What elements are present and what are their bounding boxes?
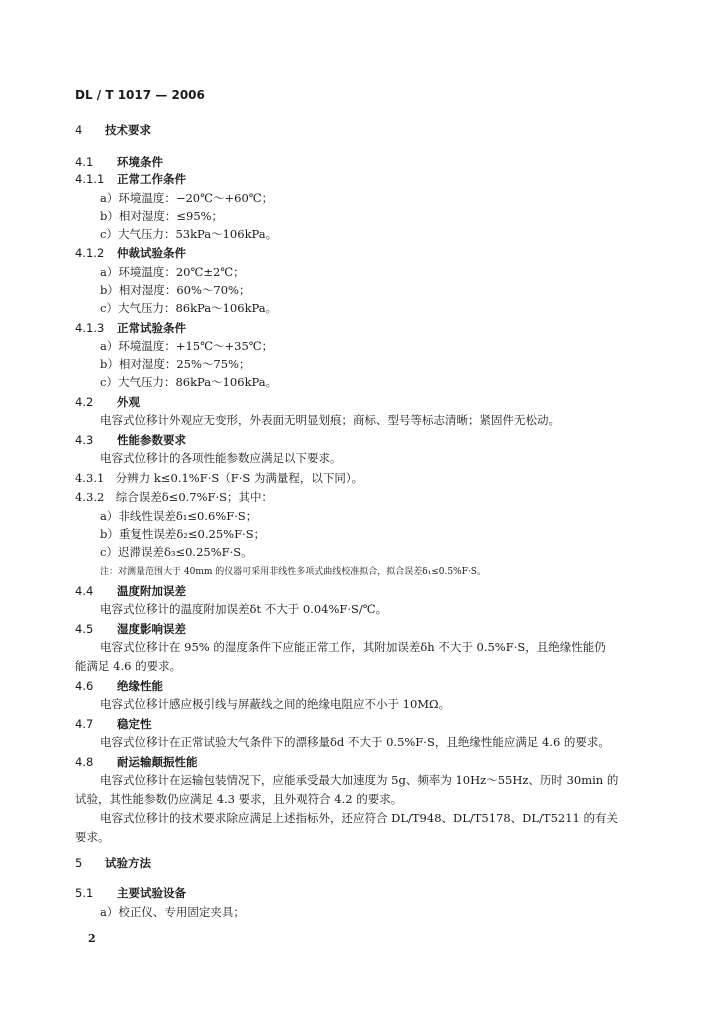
paragraph-line: 要求。 xyxy=(75,830,110,844)
paragraph: 电容式位移计的温度附加误差δt 不大于 0.04%F·S/℃。 xyxy=(100,602,388,616)
section-number: 4.6 xyxy=(75,679,94,693)
section-number: 4.5 xyxy=(75,622,94,636)
section-title: 环境条件 xyxy=(117,155,164,169)
section-4-1-2-heading xyxy=(75,245,186,261)
section-title: 仲裁试验条件 xyxy=(117,246,187,260)
section-number: 4.3 xyxy=(75,433,94,447)
section-title: 耐运输颠振性能 xyxy=(117,755,198,769)
section-number: 4.1.2 xyxy=(75,246,105,260)
section-title: 绝缘性能 xyxy=(117,679,164,693)
list-item: c）迟滞误差δ₃≤0.25%F·S。 xyxy=(100,545,253,559)
section-4-6-heading xyxy=(75,678,163,694)
section-number: 4 xyxy=(75,123,83,137)
section-4-7-heading xyxy=(75,716,152,732)
paragraph: 电容式位移计的各项性能参数应满足以下要求。 xyxy=(100,451,342,465)
section-5-1-heading xyxy=(75,885,186,901)
section-4-1-heading xyxy=(75,154,163,170)
paragraph-line: 能满足 4.6 的要求。 xyxy=(75,659,182,673)
section-number: 4.1 xyxy=(75,155,94,169)
section-number: 5 xyxy=(75,856,83,870)
clause-4-3-1: 4.3.1 分辨力 k≤0.1%F·S（F·S 为满量程，以下同）。 xyxy=(75,471,364,485)
section-title: 主要试验设备 xyxy=(117,886,187,900)
section-title: 稳定性 xyxy=(117,717,152,731)
section-title: 正常试验条件 xyxy=(117,321,187,335)
section-number: 4.8 xyxy=(75,755,94,769)
list-item: a）环境温度：+15℃～+35℃； xyxy=(100,339,274,353)
section-4-8-heading xyxy=(75,754,198,770)
list-item: b）相对湿度：≤95%； xyxy=(100,209,224,223)
standard-code-header: DL / T 1017 — 2006 xyxy=(75,88,205,102)
list-item: b）重复性误差δ₂≤0.25%F·S； xyxy=(100,527,266,541)
section-4-1-1-heading xyxy=(75,171,186,187)
page-number: 2 xyxy=(88,932,96,945)
list-item: c）大气压力：86kPa～106kPa。 xyxy=(100,301,278,315)
section-number: 4.1.1 xyxy=(75,172,105,186)
paragraph: 电容式位移计外观应无变形，外表面无明显划痕；商标、型号等标志清晰；紧固件无松动。 xyxy=(100,413,560,427)
section-4-4-heading xyxy=(75,583,186,599)
section-number: 4.4 xyxy=(75,584,94,598)
section-title: 正常工作条件 xyxy=(117,172,187,186)
section-title: 性能参数要求 xyxy=(117,433,187,447)
paragraph-line: 电容式位移计在运输包装情况下，应能承受最大加速度为 5g、频率为 10Hz～55Hz、历时 30min 的 xyxy=(100,773,619,787)
list-item: c）大气压力：86kPa～106kPa。 xyxy=(100,375,278,389)
paragraph: 电容式位移计感应极引线与屏蔽线之间的绝缘电阻应不小于 10MΩ。 xyxy=(100,697,451,711)
paragraph-line: 试验，其性能参数仍应满足 4.3 要求，且外观符合 4.2 的要求。 xyxy=(75,792,403,806)
section-title: 试验方法 xyxy=(105,856,152,870)
section-4-heading xyxy=(75,122,151,138)
section-title: 外观 xyxy=(117,395,141,409)
section-number: 5.1 xyxy=(75,886,94,900)
paragraph: 电容式位移计在正常试验大气条件下的漂移量δd 不大于 0.5%F·S，且绝缘性能应满足 4.6 的要求。 xyxy=(100,735,610,749)
list-item: a）环境温度：−20℃～+60℃； xyxy=(100,191,274,205)
section-4-3-heading xyxy=(75,432,186,448)
list-item: c）大气压力：53kPa～106kPa。 xyxy=(100,227,278,241)
section-title: 湿度影响误差 xyxy=(117,622,187,636)
list-item: a）非线性误差δ₁≤0.6%F·S； xyxy=(100,509,258,523)
note: 注：对测量范围大于 40mm 的仪器可采用非线性多项式曲线校准拟合，拟合误差δ₁≤0.5%F·S。 xyxy=(100,567,486,577)
section-title: 温度附加误差 xyxy=(117,584,187,598)
list-item: b）相对湿度：60%～70%； xyxy=(100,283,251,297)
section-4-5-heading xyxy=(75,621,186,637)
section-4-1-3-heading xyxy=(75,320,186,336)
clause-4-3-2: 4.3.2 综合误差δ≤0.7%F·S；其中： xyxy=(75,490,274,504)
section-5-heading xyxy=(75,855,151,871)
paragraph-line: 电容式位移计的技术要求除应满足上述指标外，还应符合 DL/T948、DL/T5178、DL/T5211 的有关 xyxy=(100,811,618,825)
section-4-2-heading xyxy=(75,394,140,410)
section-number: 4.2 xyxy=(75,395,94,409)
list-item: b）相对湿度：25%～75%； xyxy=(100,357,251,371)
section-title: 技术要求 xyxy=(105,123,152,137)
section-number: 4.7 xyxy=(75,717,94,731)
paragraph-line: 电容式位移计在 95% 的湿度条件下应能正常工作，其附加误差δh 不大于 0.5%F·S，且绝缘性能仍 xyxy=(100,640,606,654)
list-item: a）校正仪、专用固定夹具； xyxy=(100,905,245,919)
section-number: 4.1.3 xyxy=(75,321,105,335)
list-item: a）环境温度：20℃±2℃； xyxy=(100,265,245,279)
